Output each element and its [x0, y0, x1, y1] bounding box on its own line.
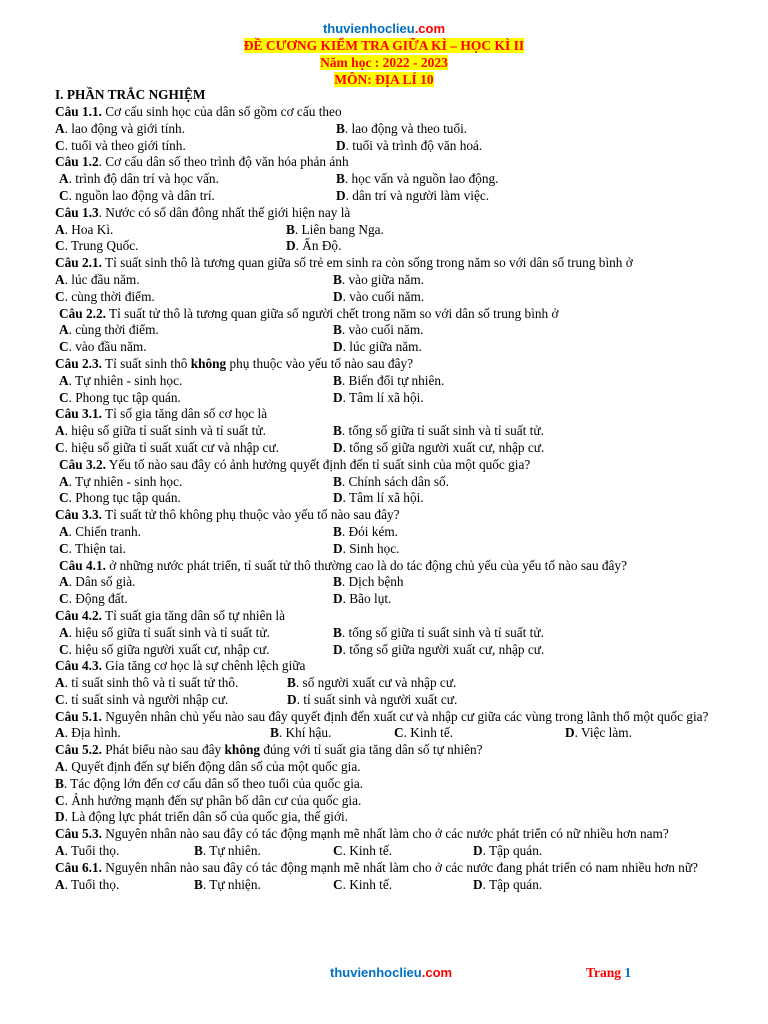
section-heading: I. PHẦN TRẮC NGHIỆM	[55, 87, 206, 102]
option-a: A. hiệu số giữa tỉ suất sinh và tỉ suất tử.	[55, 423, 266, 439]
option-d: D. Bão lụt.	[333, 591, 392, 607]
option-c: C. Phong tục tập quán.	[59, 389, 181, 405]
options-row	[55, 373, 735, 390]
option-c: C. Phong tục tập quán.	[59, 490, 181, 506]
option-a: A. Tuổi thọ.	[55, 843, 120, 859]
question-6-1: Câu 6.1. Nguyên nhân nào sau đây có tác động mạnh mẽ nhất làm cho ở các nước đang phát triển có nam nhiều hơn nữ?	[55, 859, 698, 875]
options-row	[55, 322, 735, 339]
option-a: A. Chiến tranh.	[59, 523, 141, 539]
option-c: C. hiệu số giữa người xuất cư, nhập cư.	[59, 641, 270, 657]
option-d: D. vào cuối năm.	[333, 288, 425, 304]
question-list	[55, 104, 735, 893]
option-d: D. tuổi và trình độ văn hoá.	[336, 137, 483, 153]
school-year: Năm học : 2022 - 2023	[320, 55, 448, 70]
options-row	[55, 171, 735, 188]
options-row	[55, 692, 735, 709]
option-a: A. Tự nhiên - sinh học.	[59, 473, 183, 489]
option-d: D. tổng số giữa người xuất cư, nhập cư.	[333, 641, 545, 657]
option-d: D. Tập quán.	[473, 843, 543, 859]
option-c: C. Thiện tai.	[59, 540, 126, 556]
question-1-3: Câu 1.3. Nước có số dân đông nhất thế giới hiện nay là	[55, 204, 351, 220]
option-d: D. Sinh học.	[333, 540, 400, 556]
options-row	[55, 188, 735, 205]
options-row	[55, 591, 735, 608]
option-c: C. Động đất.	[59, 591, 128, 607]
option-a: A. Quyết định đến sự biến động dân số của một quốc gia.	[55, 759, 361, 775]
option-a: A. hiệu số giữa tỉ suất sinh và tỉ suất tử.	[59, 624, 270, 640]
options-row	[55, 541, 735, 558]
subject-title: MÔN: ĐỊA LÍ 10	[334, 72, 434, 87]
options-row	[55, 675, 735, 692]
options-row	[55, 272, 735, 289]
option-c: C. Kinh tế.	[333, 876, 393, 892]
option-c: C. Trung Quốc.	[55, 238, 139, 254]
option-a: A. Tự nhiên - sinh học.	[59, 372, 183, 388]
option-d: D. tổng số giữa người xuất cư, nhập cư.	[333, 439, 545, 455]
footer-site-link[interactable]: thuvienhoclieu.com	[330, 965, 453, 980]
option-c: C. Ảnh hưởng mạnh đến sự phân bố dân cư của quốc gia.	[55, 792, 362, 808]
option-b: B. Liên bang Nga.	[286, 221, 384, 237]
option-c: C. tuổi và theo giới tính.	[55, 137, 186, 153]
options-row	[55, 490, 735, 507]
option-c: C. cùng thời điểm.	[55, 288, 155, 304]
option-b: B. Đói kém.	[333, 523, 399, 539]
option-a: A. Địa hình.	[55, 725, 121, 741]
page-footer	[0, 965, 768, 983]
option-b: B. học vấn và nguồn lao động.	[336, 171, 499, 187]
option-b: B. vào cuối năm.	[333, 322, 424, 338]
question-1-2: Câu 1.2. Cơ cấu dân số theo trình độ văn hóa phản ánh	[55, 154, 349, 170]
options-row	[55, 339, 735, 356]
options-row	[55, 238, 735, 255]
question-3-1: Câu 3.1. Tỉ số gia tăng dân số cơ học là	[55, 406, 268, 422]
question-4-3: Câu 4.3. Gia tăng cơ học là sự chênh lệch giữa	[55, 658, 306, 674]
option-b: B. số người xuất cư và nhập cư.	[287, 675, 457, 691]
exam-title: ĐỀ CƯƠNG KIỂM TRA GIỮA KÌ – HỌC KÌ II	[243, 38, 525, 53]
question-5-1: Câu 5.1. Nguyên nhân chủ yếu nào sau đây quyết định đến xuất cư và nhập cư giữa các vùng trong lãnh thổ một quốc gia?	[55, 708, 709, 724]
options-row	[55, 725, 735, 742]
options-row	[55, 877, 735, 894]
option-c: C. hiệu số giữa tỉ suất xuất cư và nhập cư.	[55, 439, 279, 455]
option-b: B. Khí hậu.	[270, 725, 332, 741]
question-2-3: Câu 2.3. Tỉ suất sinh thô không phụ thuộc vào yếu tố nào sau đây?	[55, 355, 414, 371]
option-d: D. lúc giữa năm.	[333, 339, 422, 355]
option-b: B. Chính sách dân số.	[333, 473, 449, 489]
option-d: D. dân trí và người làm việc.	[336, 187, 490, 203]
option-a: A. lao động và giới tính.	[55, 120, 186, 136]
options-row	[55, 440, 735, 457]
option-a: A. trình độ dân trí và học vấn.	[59, 171, 219, 187]
option-b: B. tổng số giữa tỉ suất sinh và tỉ suất tử.	[333, 624, 544, 640]
option-b: B. Tác động lớn đến cơ cấu dân số theo tuổi của quốc gia.	[55, 775, 364, 791]
option-a: A. Tuổi thọ.	[55, 876, 120, 892]
option-c: C. Kinh tế.	[333, 843, 393, 859]
document-header	[0, 20, 768, 88]
option-d: D. Ấn Độ.	[286, 238, 342, 254]
options-row	[55, 289, 735, 306]
option-a: A. Dân số già.	[59, 574, 136, 590]
option-b: B. Biến đổi tự nhiên.	[333, 372, 445, 388]
option-b: B. tổng số giữa tỉ suất sinh và tỉ suất tử.	[333, 423, 544, 439]
option-b: B. vào giữa năm.	[333, 271, 425, 287]
options-row	[55, 222, 735, 239]
options-row	[55, 121, 735, 138]
option-b: B. Tự nhiên.	[194, 843, 261, 859]
option-d: D. Việc làm.	[565, 725, 632, 741]
option-d: D. Tâm lí xã hội.	[333, 389, 424, 405]
question-5-3: Câu 5.3. Nguyên nhân nào sau đây có tác động mạnh mẽ nhất làm cho ở các nước phát triển có nữ nhiều hơn nam?	[55, 826, 669, 842]
option-a: A. tỉ suất sinh thô và tỉ suất tử thô.	[55, 675, 239, 691]
option-a: A. cùng thời điểm.	[59, 322, 159, 338]
options-row	[55, 843, 735, 860]
site-link[interactable]: thuvienhoclieu.com	[322, 21, 446, 36]
options-row	[55, 642, 735, 659]
option-c: C. tỉ suất sinh và người nhập cư.	[55, 691, 229, 707]
option-c: C. nguồn lao động và dân trí.	[59, 187, 215, 203]
page-number: Trang 1	[586, 965, 632, 980]
option-d: D. Tâm lí xã hội.	[333, 490, 424, 506]
options-row	[55, 138, 735, 155]
options-row	[55, 524, 735, 541]
option-d: D. tỉ suất sinh và người xuất cư.	[287, 691, 458, 707]
option-b: B. lao động và theo tuổi.	[336, 120, 468, 136]
question-2-2: Câu 2.2. Tỉ suất tử thô là tương quan giữa số người chết trong năm so với dân số trung bình ở	[59, 305, 559, 321]
options-row	[55, 474, 735, 491]
question-3-3: Câu 3.3. Tỉ suất tử thô không phụ thuộc vào yếu tố nào sau đây?	[55, 507, 400, 523]
options-row	[55, 423, 735, 440]
options-row	[55, 574, 735, 591]
options-row	[55, 390, 735, 407]
option-a: A. Hoa Kì.	[55, 221, 114, 237]
question-4-2: Câu 4.2. Tỉ suất gia tăng dân số tự nhiên là	[55, 607, 286, 623]
question-4-1: Câu 4.1. ở những nước phát triển, tỉ suất tử thô thường cao là do tác động chủ yếu của yếu tố nào sau đây?	[59, 557, 628, 573]
option-d: D. Tập quán.	[473, 876, 543, 892]
options-row	[55, 625, 735, 642]
question-2-1: Câu 2.1. Tỉ suất sinh thô là tương quan giữa số trẻ em sinh ra còn sống trong năm so với dân số trung bình ở	[55, 255, 633, 271]
question-3-2: Câu 3.2. Yếu tố nào sau đây có ảnh hưởng quyết định đến tỉ suất sinh của một quốc gia?	[59, 456, 531, 472]
option-a: A. lúc đầu năm.	[55, 271, 140, 287]
option-b: B. Dịch bệnh	[333, 574, 404, 590]
option-c: C. Kinh tế.	[394, 725, 454, 741]
question-1-1: Câu 1.1. Cơ cấu sinh học của dân số gồm cơ cấu theo	[55, 104, 342, 119]
option-d: D. Là động lực phát triển dân số của quốc gia, thế giới.	[55, 809, 349, 825]
question-5-2: Câu 5.2. Phát biểu nào sau đây không đúng với tỉ suất gia tăng dân số tự nhiên?	[55, 742, 483, 758]
option-c: C. vào đầu năm.	[59, 339, 147, 355]
option-b: B. Tự nhiện.	[194, 876, 261, 892]
